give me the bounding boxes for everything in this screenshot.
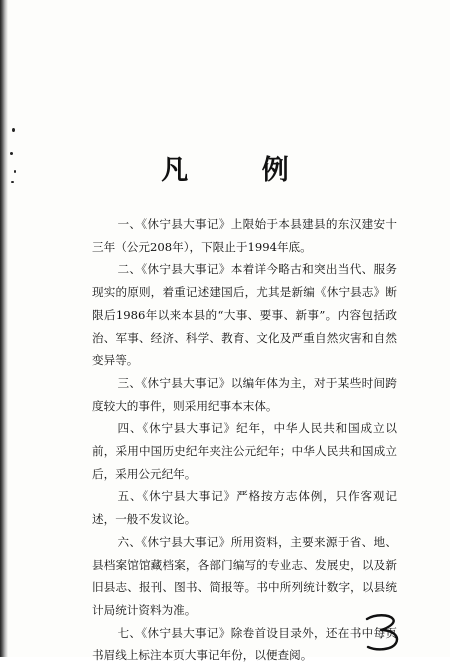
handwritten-page-number bbox=[355, 605, 415, 655]
paragraph-6: 六、《休宁县大事记》所用资料，主要来源于省、地、县档案馆馆藏档案，各部门编写的专业志、发展史，以及新旧县志、报刊、图书、简报等。书中所列统计数字，以县统计局统计资料为准。 bbox=[92, 534, 397, 617]
paragraph-3: 三、《休宁县大事记》以编年体为主，对于某些时间跨度较大的事件，则采用纪事本末体。 bbox=[92, 375, 397, 413]
document-body bbox=[92, 213, 397, 667]
paragraph-1: 一、《休宁县大事记》上限始于本县建县的东汉建安十三年（公元208年），下限止于1994年底。 bbox=[92, 217, 397, 254]
scan-speck bbox=[12, 128, 15, 132]
scan-edge-shadow bbox=[0, 0, 8, 657]
page-title: 凡 例 bbox=[161, 155, 321, 186]
paragraph-4: 四、《休宁县大事记》纪年，中华人民共和国成立以前，采用中国历史纪年夹注公元纪年；中华人民共和国成立后，采用公元纪年。 bbox=[92, 421, 397, 481]
paragraph-5: 五、《休宁县大事记》严格按方志体例，只作客观记述，一般不发议论。 bbox=[92, 489, 397, 527]
paragraph-2: 二、《休宁县大事记》本着详今略古和突出当代、服务现实的原则，着重记述建国后，尤其是新编《休宁县志》断限后1986年以来本县的“大事、要事、新事”。内容包括政治、军事、经济、科学、教育、文化及严重自然灾害和自然变异等。 bbox=[92, 262, 397, 368]
paragraph-7: 七、《休宁县大事记》除卷首设目录外，还在书中每页书眉线上标注本页大事记年份，以便查阅。 bbox=[92, 625, 397, 663]
